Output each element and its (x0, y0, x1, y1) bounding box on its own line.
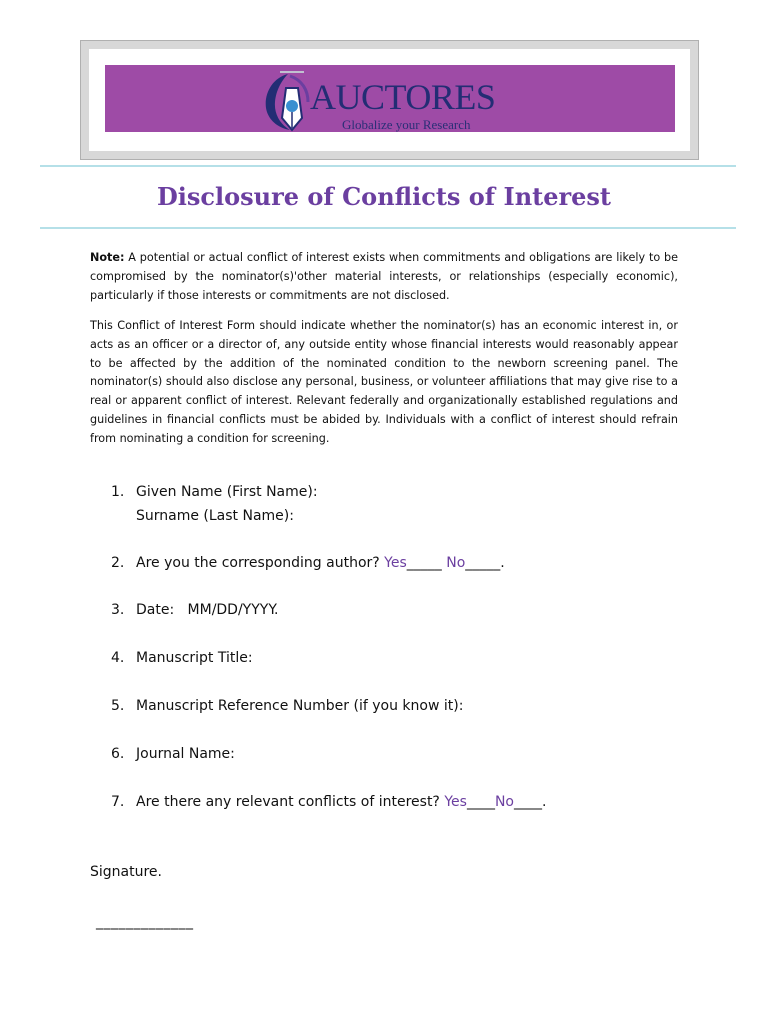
pen-nib-logo-icon (258, 68, 318, 134)
question-text: Date: MM/DD/YYYY. (136, 602, 279, 618)
yes-option: Yes (384, 555, 407, 571)
question-text: Are you the corresponding author? (136, 555, 385, 571)
note-text: A potential or actual conflict of interest exists when commitments and obligations are likely to be compromised by the nominator(s)'other material interests, or relationships (especially economic), particularly if those interests or commitments are not disclosed. (90, 251, 678, 302)
yes-blank[interactable]: _____ (406, 555, 447, 571)
question-text: Given Name (First Name): (136, 484, 318, 500)
auctores-logo (258, 68, 494, 134)
question-number: 2. (111, 555, 125, 571)
no-option: No (446, 555, 466, 571)
question-date (111, 598, 279, 622)
signature-label: Signature. (90, 864, 162, 880)
document-title: Disclosure of Conflicts of Interest (156, 182, 612, 211)
brand-name: AUCTORES (310, 77, 496, 117)
yes-blank[interactable]: ____ (466, 794, 495, 810)
yes-option: Yes (444, 794, 467, 810)
question-manuscript-title (111, 646, 253, 670)
question-number: 3. (111, 602, 125, 618)
body-paragraph: This Conflict of Interest Form should indicate whether the nominator(s) has an economic interest in, or acts as an officer or a director of, any outside entity whose financial interests would reasonably appear to be affected by the addition of the nominated condition to the newborn screening panel. The nominator(s) should also disclose any personal, business, or volunteer affiliations that may give rise to a real or apparent conflict of interest. Relevant federally and organizationally established regulations and guidelines in financial conflicts must be abided by. Individuals with a conflict of interest should refrain from nominating a condition for screening. (90, 319, 678, 445)
question-number: 4. (111, 650, 125, 666)
note-label: Note: (90, 251, 125, 264)
question-number: 1. (111, 484, 125, 500)
no-blank[interactable]: _____. (465, 555, 505, 571)
question-given-name (111, 480, 318, 528)
question-text: Manuscript Reference Number (if you know it): (136, 698, 464, 714)
question-text: Are there any relevant conflicts of interest? (136, 794, 445, 810)
question-number: 5. (111, 698, 125, 714)
question-reference-number (111, 694, 463, 718)
question-conflicts (111, 790, 546, 814)
question-surname: Surname (Last Name): (136, 508, 294, 524)
no-blank[interactable]: ____. (513, 794, 547, 810)
no-option: No (494, 794, 514, 810)
title-rule-top (40, 165, 736, 167)
question-text: Manuscript Title: (136, 650, 253, 666)
title-rule-bottom (40, 227, 736, 229)
question-text: Journal Name: (136, 746, 235, 762)
question-corresponding-author (111, 551, 505, 575)
signature-line[interactable]: _____________ (96, 914, 194, 930)
note-paragraph (90, 249, 678, 305)
question-journal-name (111, 742, 235, 766)
question-number: 6. (111, 746, 125, 762)
question-number: 7. (111, 794, 125, 810)
brand-tagline: Globalize your Research (342, 117, 471, 132)
